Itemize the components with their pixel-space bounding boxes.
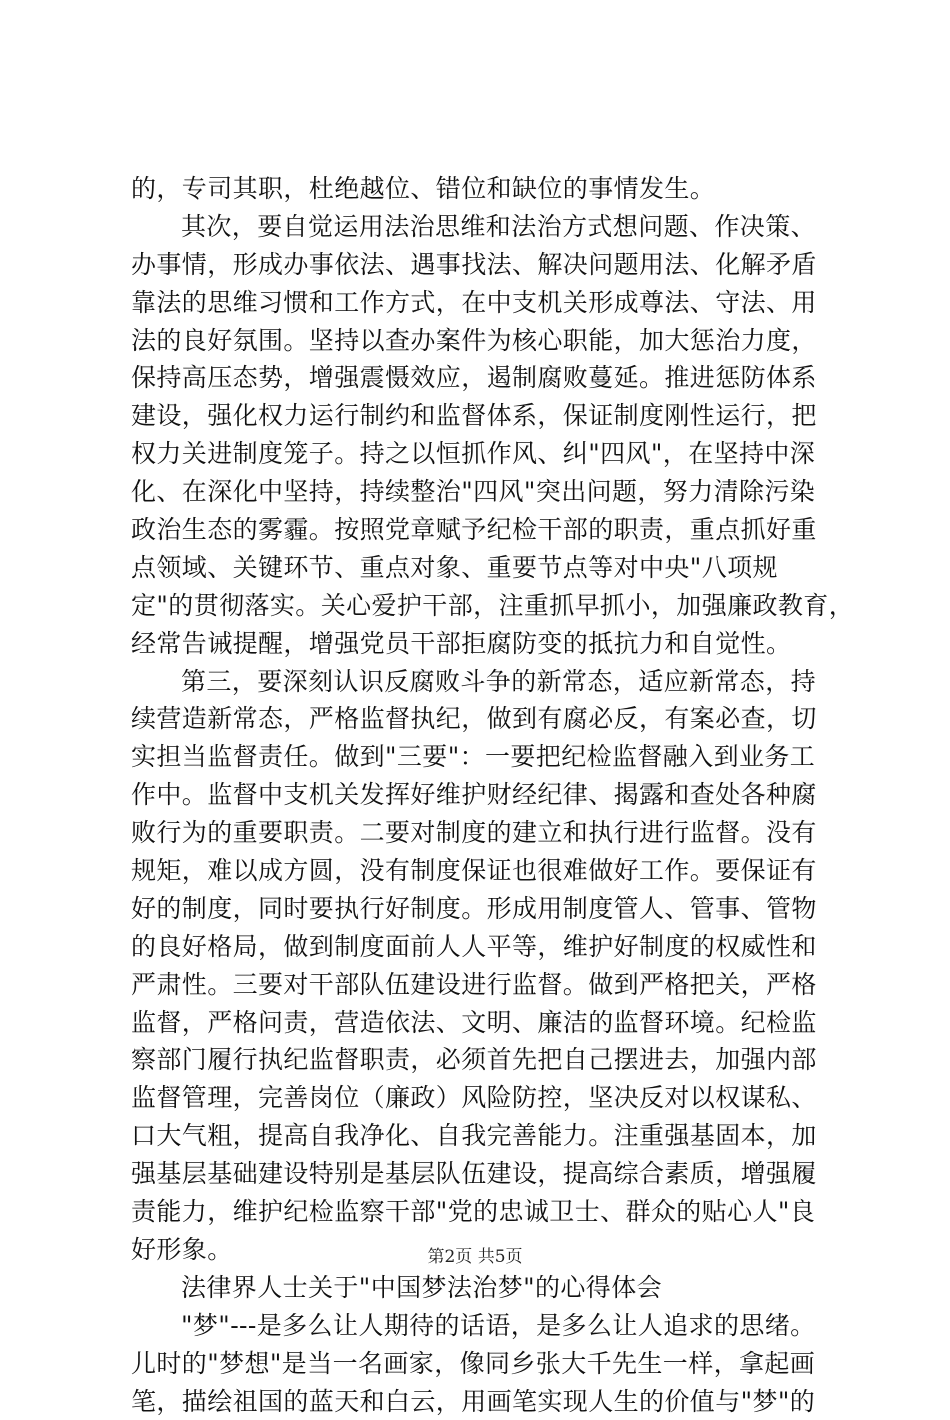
document-body — [131, 170, 831, 1420]
text-line: 严肃性。三要对干部队伍建设进行监督。做到严格把关，严格 — [131, 966, 831, 1004]
text-line: 的，专司其职，杜绝越位、错位和缺位的事情发生。 — [131, 170, 831, 208]
text-line: 败行为的重要职责。二要对制度的建立和执行进行监督。没有 — [131, 814, 831, 852]
section-heading: 法律界人士关于"中国梦法治梦"的心得体会 — [131, 1269, 831, 1307]
text-line: 规矩，难以成方圆，没有制度保证也很难做好工作。要保证有 — [131, 852, 831, 890]
paragraph-start-line: "梦"---是多么让人期待的话语，是多么让人追求的思绪。 — [131, 1307, 831, 1345]
text-line: 定"的贯彻落实。关心爱护干部，注重抓早抓小，加强廉政教育， — [131, 587, 831, 625]
text-line: 权力关进制度笼子。持之以恒抓作风、纠"四风"，在坚持中深 — [131, 435, 831, 473]
text-line: 儿时的"梦想"是当一名画家，像同乡张大千先生一样，拿起画 — [131, 1345, 831, 1383]
page-number-footer: 第2页 共5页 — [0, 1242, 950, 1267]
text-line: 监督，严格问责，营造依法、文明、廉洁的监督环境。纪检监 — [131, 1004, 831, 1042]
text-line: 经常告诫提醒，增强党员干部拒腐防变的抵抗力和自觉性。 — [131, 625, 831, 663]
text-line: 法的良好氛围。坚持以查办案件为核心职能，加大惩治力度， — [131, 322, 831, 360]
text-line: 政治生态的雾霾。按照党章赋予纪检干部的职责，重点抓好重 — [131, 511, 831, 549]
text-line: 好的制度，同时要执行好制度。形成用制度管人、管事、管物 — [131, 890, 831, 928]
text-line: 化、在深化中坚持，持续整治"四风"突出问题，努力清除污染 — [131, 473, 831, 511]
text-line: 续营造新常态，严格监督执纪，做到有腐必反，有案必查，切 — [131, 700, 831, 738]
text-line: 好形象。 — [131, 1231, 831, 1269]
text-line: 办事情，形成办事依法、遇事找法、解决问题用法、化解矛盾 — [131, 246, 831, 284]
paragraph-start-line: 第三，要深刻认识反腐败斗争的新常态，适应新常态，持 — [131, 663, 831, 701]
text-line: 的良好格局，做到制度面前人人平等，维护好制度的权威性和 — [131, 928, 831, 966]
text-line: 责能力，维护纪检监察干部"党的忠诚卫士、群众的贴心人"良 — [131, 1193, 831, 1231]
paragraph-start-line: 其次，要自觉运用法治思维和法治方式想问题、作决策、 — [131, 208, 831, 246]
text-line: 强基层基础建设特别是基层队伍建设，提高综合素质，增强履 — [131, 1155, 831, 1193]
text-line: 监督管理，完善岗位（廉政）风险防控，坚决反对以权谋私、 — [131, 1079, 831, 1117]
text-line: 建设，强化权力运行制约和监督体系，保证制度刚性运行，把 — [131, 397, 831, 435]
text-line: 口大气粗，提高自我净化、自我完善能力。注重强基固本，加 — [131, 1117, 831, 1155]
text-line: 保持高压态势，增强震慑效应，遏制腐败蔓延。推进惩防体系 — [131, 359, 831, 397]
text-line: 点领域、关键环节、重点对象、重要节点等对中央"八项规 — [131, 549, 831, 587]
text-line: 实担当监督责任。做到"三要"：一要把纪检监督融入到业务工 — [131, 738, 831, 776]
text-line: 笔，描绘祖国的蓝天和白云，用画笔实现人生的价值与"梦"的 — [131, 1383, 831, 1420]
text-line: 察部门履行执纪监督职责，必须首先把自己摆进去，加强内部 — [131, 1041, 831, 1079]
text-line: 作中。监督中支机关发挥好维护财经纪律、揭露和查处各种腐 — [131, 776, 831, 814]
text-line: 靠法的思维习惯和工作方式，在中支机关形成尊法、守法、用 — [131, 284, 831, 322]
